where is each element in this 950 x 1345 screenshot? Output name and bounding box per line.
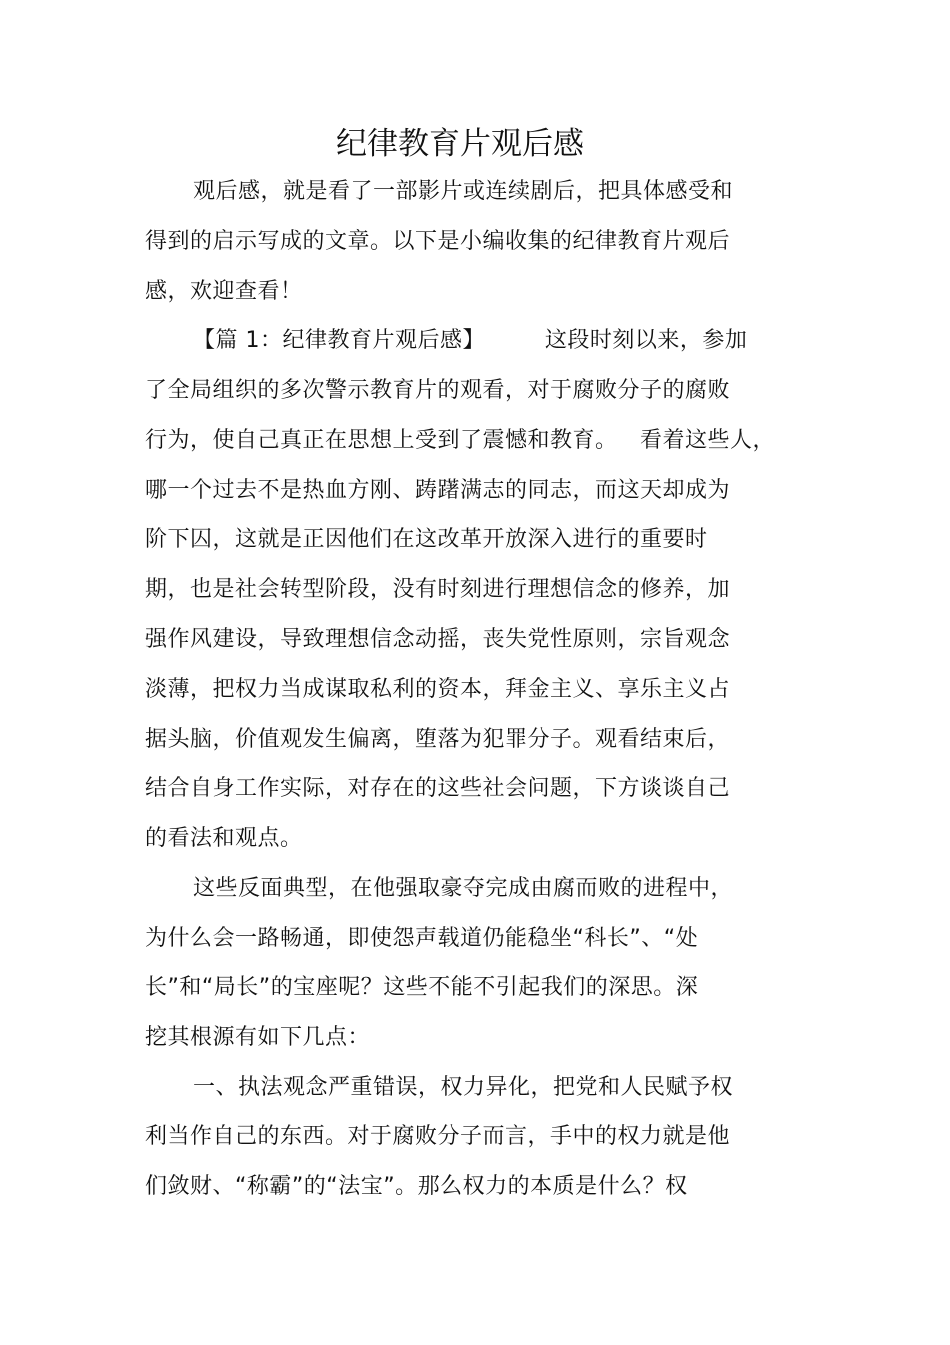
paragraph-line: 感，欢迎查看！: [145, 279, 303, 304]
paragraph-line: 们敛财、“称霸”的“法宝”。那么权力的本质是什么？权: [145, 1174, 688, 1199]
paragraph-line: 哪一个过去不是热血方刚、踌躇满志的同志，而这天却成为: [145, 478, 731, 503]
paragraph-line: 强作风建设，导致理想信念动摇，丧失党性原则，宗旨观念: [145, 627, 731, 652]
paragraph-line: 为什么会一路畅通，即使怨声载道仍能稳坐“科长”、“处: [145, 926, 699, 951]
paragraph-line: 淡薄，把权力当成谋取私利的资本，拜金主义、享乐主义占: [145, 677, 731, 702]
paragraph-line: 的看法和观点。: [145, 826, 303, 851]
paragraph-line: 了全局组织的多次警示教育片的观看，对于腐败分子的腐败: [145, 378, 731, 403]
paragraph-line: 挖其根源有如下几点：: [145, 1025, 371, 1050]
paragraph-line: 得到的启示写成的文章。以下是小编收集的纪律教育片观后: [145, 229, 731, 254]
paragraph-line: 利当作自己的东西。对于腐败分子而言，手中的权力就是他: [145, 1124, 731, 1149]
paragraph-line: 期，也是社会转型阶段，没有时刻进行理想信念的修养，加: [145, 577, 731, 602]
paragraph-line: 【篇 1：纪律教育片观后感】 这段时刻以来，参加: [193, 328, 748, 353]
paragraph-line: 一、执法观念严重错误，权力异化，把党和人民赋予权: [193, 1075, 734, 1100]
paragraph-line: 据头脑，价值观发生偏离，堕落为犯罪分子。观看结束后，: [145, 727, 731, 752]
document-title: 纪律教育片观后感: [336, 126, 584, 162]
paragraph-line: 这些反面典型，在他强取豪夺完成由腐而败的进程中，: [193, 876, 734, 901]
paragraph-line: 长”和“局长”的宝座呢？这些不能不引起我们的深思。深: [145, 975, 699, 1000]
paragraph-line: 行为，使自己真正在思想上受到了震憾和教育。 看着这些人，: [145, 428, 775, 453]
paragraph-line: 观后感，就是看了一部影片或连续剧后，把具体感受和: [193, 179, 734, 204]
paragraph-line: 阶下囚，这就是正因他们在这改革开放深入进行的重要时: [145, 527, 708, 552]
paragraph-line: 结合自身工作实际，对存在的这些社会问题，下方谈谈自己: [145, 776, 731, 801]
